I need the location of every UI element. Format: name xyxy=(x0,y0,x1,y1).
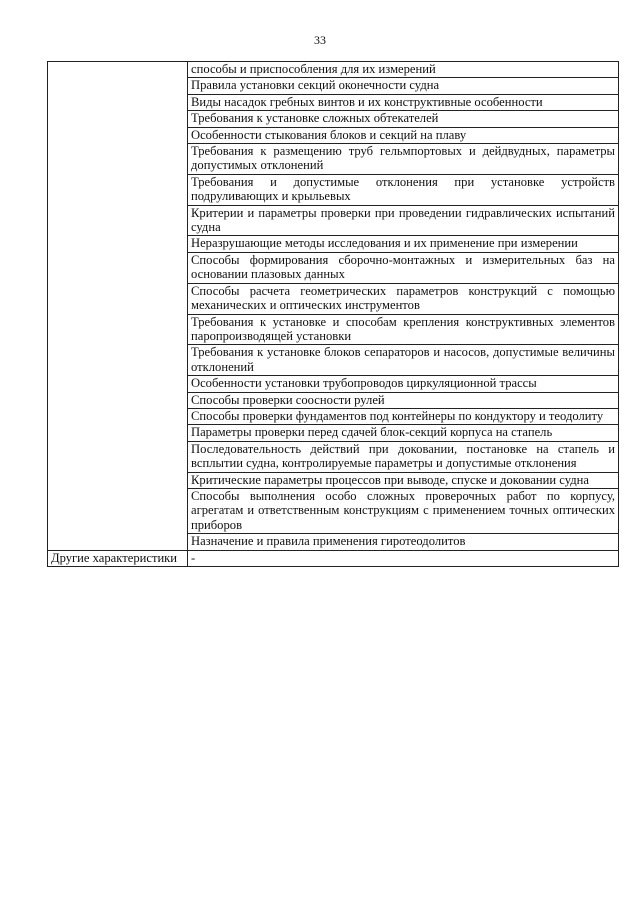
requirements-table xyxy=(47,61,619,567)
other-characteristics-label: Другие характеристики xyxy=(48,550,188,566)
knowledge-item: Требования к размещению труб гельмпортовых и дейдвудных, параметры допустимых отклонений xyxy=(188,144,619,175)
table-row-other xyxy=(48,550,619,566)
knowledge-item: способы и приспособления для их измерений xyxy=(188,62,619,78)
page-number: 33 xyxy=(314,33,326,47)
knowledge-item: Способы проверки фундаментов под контейнеры по кондуктору и теодолиту xyxy=(188,408,619,424)
knowledge-item: Способы расчета геометрических параметров конструкций с помощью механических и оптических инструментов xyxy=(188,283,619,314)
knowledge-item: Параметры проверки перед сдачей блок-секций корпуса на стапель xyxy=(188,425,619,441)
knowledge-item: Неразрушающие методы исследования и их применение при измерении xyxy=(188,236,619,252)
knowledge-item: Последовательность действий при доковании, постановке на стапель и всплытии судна, контролируемые параметры и допустимые отклонения xyxy=(188,441,619,472)
left-empty-cell xyxy=(48,62,188,551)
knowledge-item: Назначение и правила применения гиротеодолитов xyxy=(188,534,619,550)
knowledge-item: Требования к установке блоков сепараторов и насосов, допустимые величины отклонений xyxy=(188,345,619,376)
table-row xyxy=(48,62,619,78)
knowledge-item: Требования и допустимые отклонения при установке устройств подруливающих и крыльевых xyxy=(188,174,619,205)
knowledge-item: Критерии и параметры проверки при проведении гидравлических испытаний судна xyxy=(188,205,619,236)
knowledge-item: Правила установки секций оконечности судна xyxy=(188,78,619,94)
knowledge-item: Способы выполнения особо сложных проверочных работ по корпусу, агрегатам и ответственным конструкциям с применением точных оптических приборов xyxy=(188,488,619,533)
knowledge-item: Требования к установке и способам крепления конструктивных элементов паропроизводящей установки xyxy=(188,314,619,345)
knowledge-item: Требования к установке сложных обтекателей xyxy=(188,111,619,127)
other-characteristics-value: - xyxy=(188,550,619,566)
knowledge-item: Особенности установки трубопроводов циркуляционной трассы xyxy=(188,376,619,392)
knowledge-item: Способы проверки соосности рулей xyxy=(188,392,619,408)
knowledge-item: Способы формирования сборочно-монтажных и измерительных баз на основании плазовых данных xyxy=(188,252,619,283)
knowledge-item: Критические параметры процессов при выводе, спуске и доковании судна xyxy=(188,472,619,488)
knowledge-item: Виды насадок гребных винтов и их конструктивные особенности xyxy=(188,94,619,110)
knowledge-item: Особенности стыкования блоков и секций на плаву xyxy=(188,127,619,143)
